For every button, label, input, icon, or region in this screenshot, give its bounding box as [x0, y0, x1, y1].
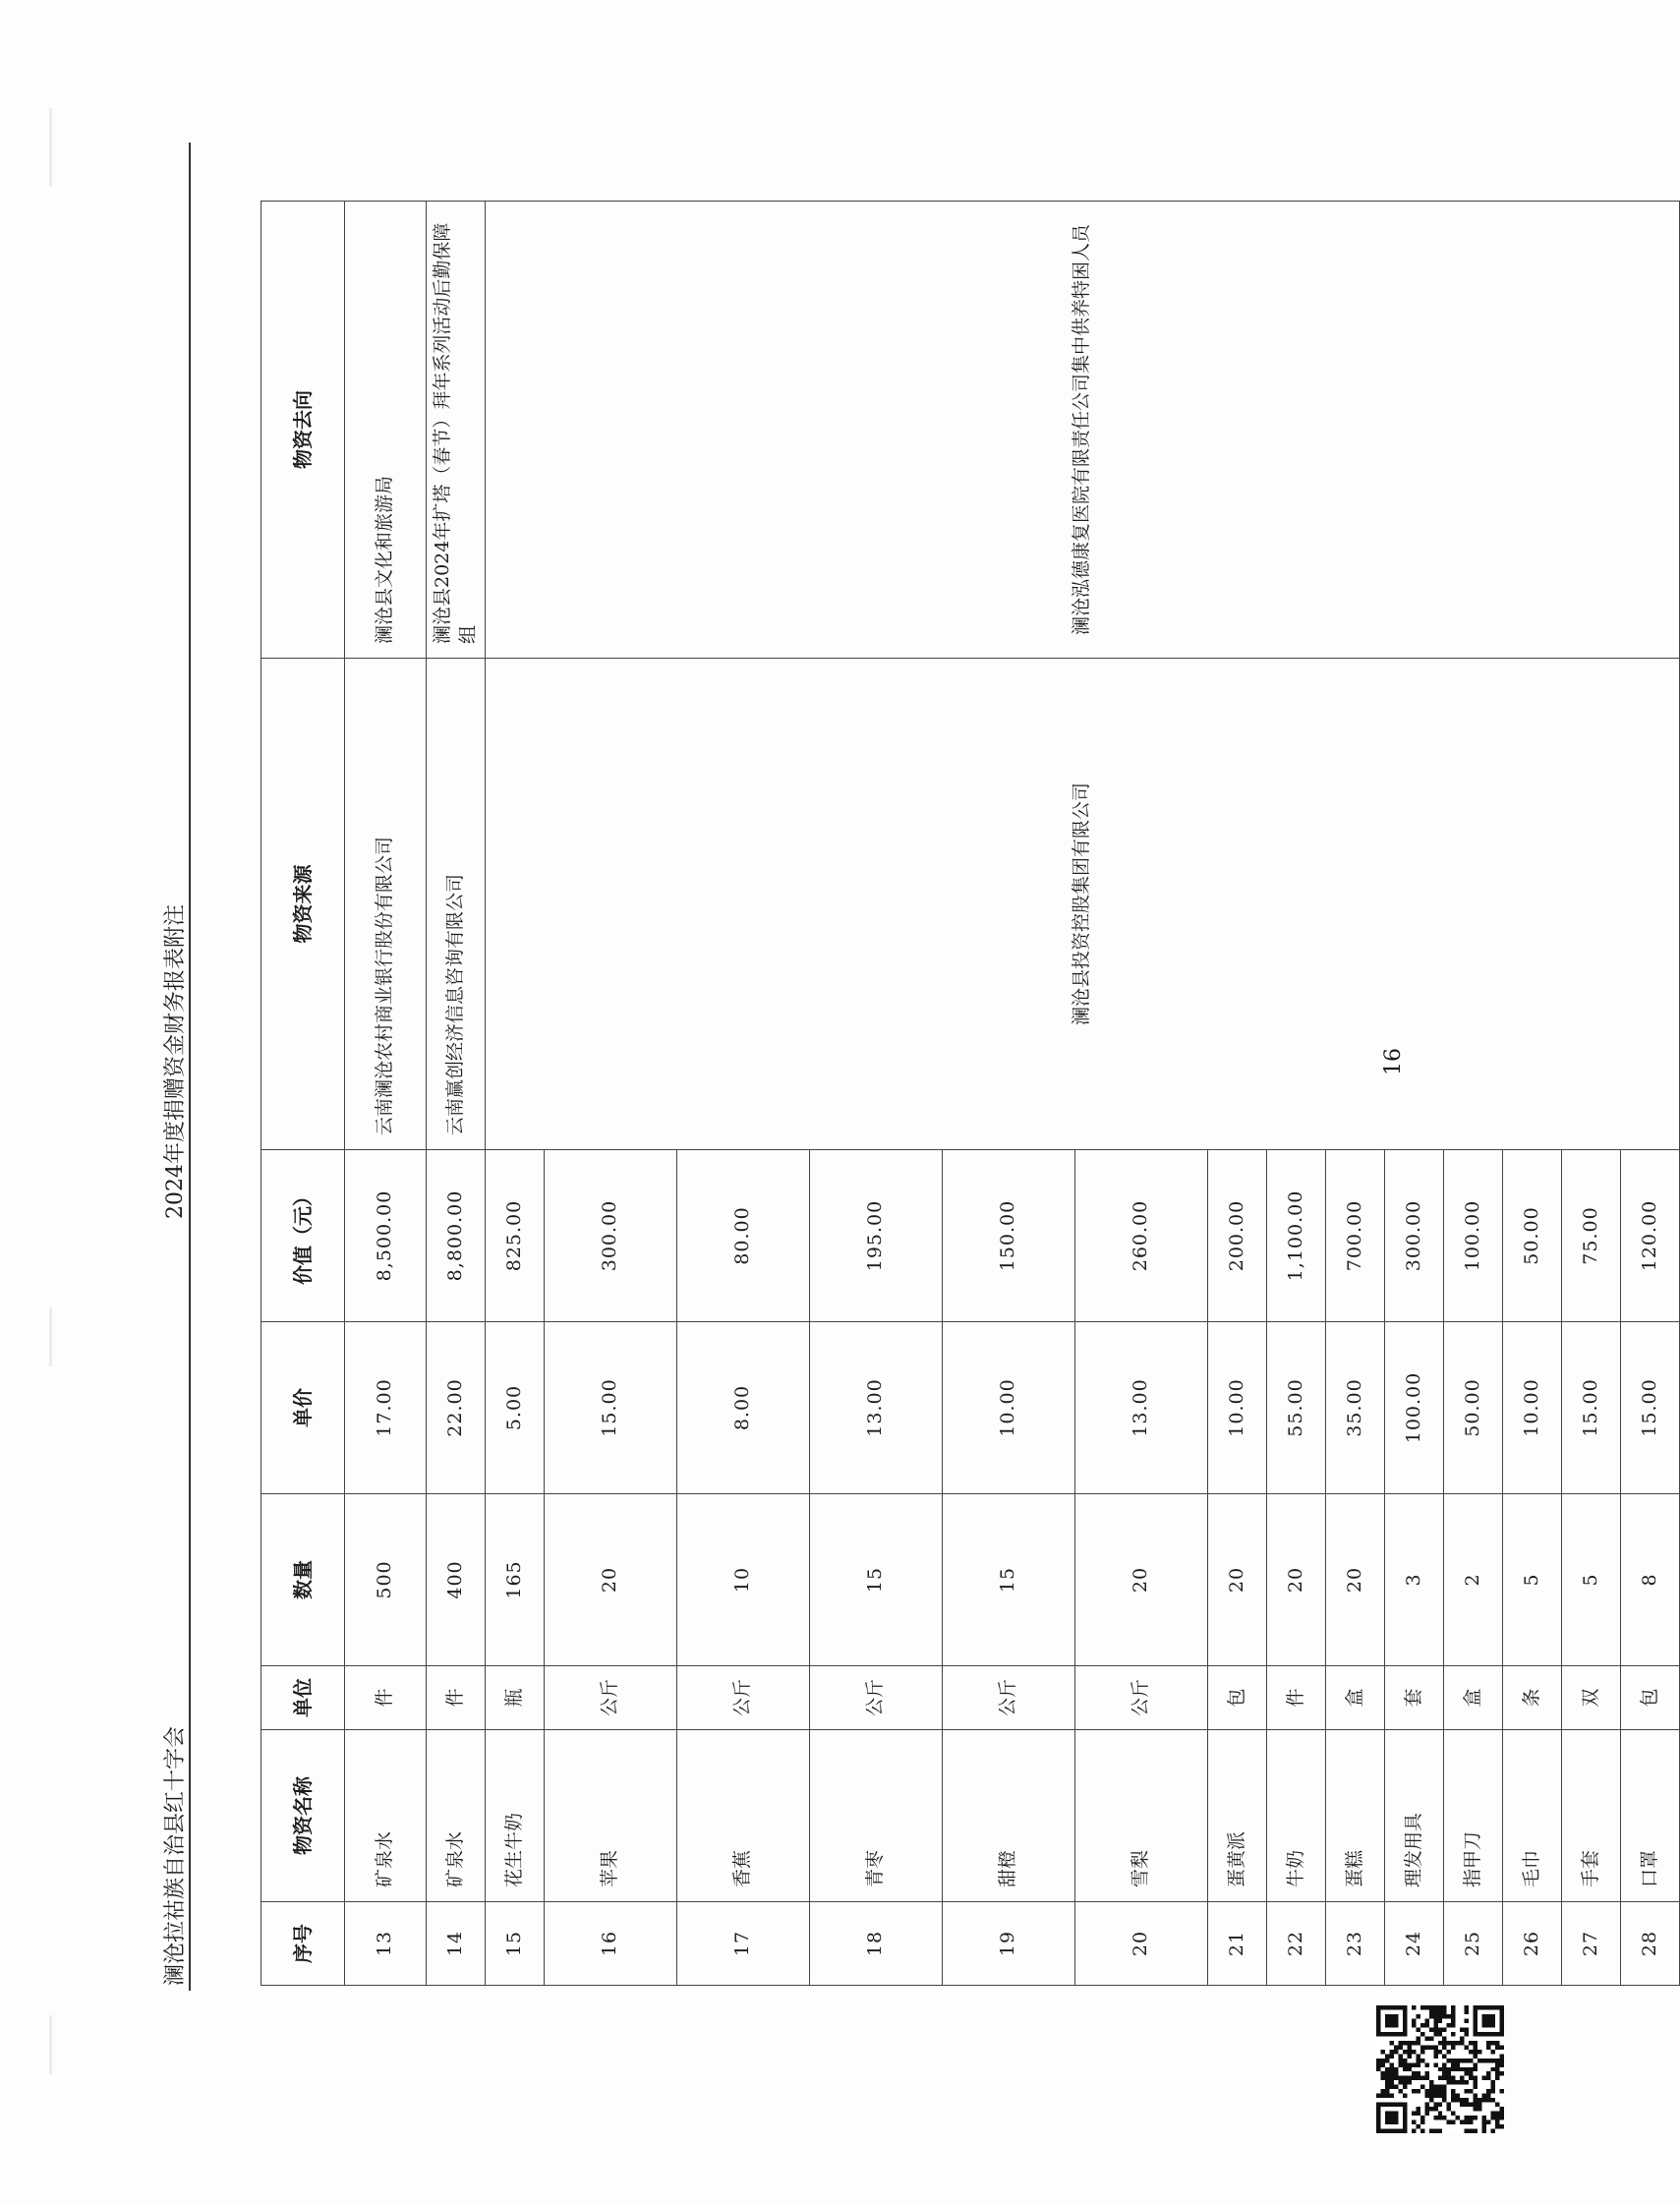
- cell-no: 22: [1267, 1902, 1326, 1986]
- cell-value: 1,100.00: [1267, 1150, 1326, 1322]
- cell-no: 19: [943, 1902, 1075, 1986]
- cell-no: 13: [345, 1902, 427, 1986]
- cell-qty: 2: [1444, 1494, 1503, 1666]
- cell-name: 牛奶: [1267, 1730, 1326, 1902]
- cell-value: 80.00: [677, 1150, 810, 1322]
- org-name: 澜沧拉祜族自治县红十字会: [163, 1725, 188, 1986]
- cell-price: 17.00: [345, 1322, 427, 1494]
- cell-name: 香蕉: [677, 1730, 810, 1902]
- cell-value: 50.00: [1503, 1150, 1562, 1322]
- cell-destination-merged: 澜沧泓德康复医院有限责任公司集中供养特困人员: [486, 202, 1680, 659]
- cell-value: 8,800.00: [427, 1150, 486, 1322]
- cell-name: 口罩: [1621, 1730, 1680, 1902]
- cell-unit: 件: [427, 1666, 486, 1730]
- cell-no: 27: [1562, 1902, 1621, 1986]
- cell-name: 毛巾: [1503, 1730, 1562, 1902]
- cell-qty: 8: [1621, 1494, 1680, 1666]
- cell-qty: 5: [1503, 1494, 1562, 1666]
- cell-price: 50.00: [1444, 1322, 1503, 1494]
- cell-name: 花生牛奶: [486, 1730, 545, 1902]
- report-title: 2024年度捐赠资金财务报表附注: [163, 904, 188, 1219]
- cell-qty: 20: [545, 1494, 677, 1666]
- cell-no: 18: [810, 1902, 943, 1986]
- table-header-row: [261, 202, 345, 1986]
- cell-no: 14: [427, 1902, 486, 1986]
- cell-source: 云南澜沧农村商业银行股份有限公司: [345, 659, 427, 1150]
- cell-unit: 公斤: [1075, 1666, 1208, 1730]
- cell-price: 5.00: [486, 1322, 545, 1494]
- col-header-source: 物资来源: [261, 659, 345, 1150]
- cell-price: 10.00: [1503, 1322, 1562, 1494]
- cell-no: 26: [1503, 1902, 1562, 1986]
- cell-name: 蛋糕: [1326, 1730, 1385, 1902]
- cell-unit: 包: [1621, 1666, 1680, 1730]
- cell-price: 13.00: [1075, 1322, 1208, 1494]
- table-row: [427, 202, 486, 1986]
- cell-no: 15: [486, 1902, 545, 1986]
- cell-value: 260.00: [1075, 1150, 1208, 1322]
- cell-qty: 500: [345, 1494, 427, 1666]
- cell-unit: 双: [1562, 1666, 1621, 1730]
- table-row: [345, 202, 427, 1986]
- cell-no: 16: [545, 1902, 677, 1986]
- cell-price: 13.00: [810, 1322, 943, 1494]
- cell-value: 8,500.00: [345, 1150, 427, 1322]
- cell-source: 云南赢创经济信息咨询有限公司: [427, 659, 486, 1150]
- cell-qty: 20: [1326, 1494, 1385, 1666]
- cell-value: 825.00: [486, 1150, 545, 1322]
- cell-value: 100.00: [1444, 1150, 1503, 1322]
- col-header-no: 序号: [261, 1902, 345, 1986]
- cell-name: 甜橙: [943, 1730, 1075, 1902]
- cell-price: 15.00: [1621, 1322, 1680, 1494]
- cell-unit: 件: [1267, 1666, 1326, 1730]
- cell-unit: 公斤: [810, 1666, 943, 1730]
- cell-qty: 15: [810, 1494, 943, 1666]
- cell-value: 300.00: [1385, 1150, 1444, 1322]
- cell-price: 10.00: [943, 1322, 1075, 1494]
- col-header-destination: 物资去向: [261, 202, 345, 659]
- cell-unit: 套: [1385, 1666, 1444, 1730]
- cell-no: 17: [677, 1902, 810, 1986]
- cell-destination: 澜沧县文化和旅游局: [345, 202, 427, 659]
- cell-unit: 条: [1503, 1666, 1562, 1730]
- table-row: [486, 202, 545, 1986]
- scan-edge-mark: [49, 1307, 52, 1366]
- cell-price: 35.00: [1326, 1322, 1385, 1494]
- cell-value: 150.00: [943, 1150, 1075, 1322]
- cell-qty: 10: [677, 1494, 810, 1666]
- cell-qty: 20: [1208, 1494, 1267, 1666]
- cell-name: 理发用具: [1385, 1730, 1444, 1902]
- cell-name: 矿泉水: [345, 1730, 427, 1902]
- cell-price: 22.00: [427, 1322, 486, 1494]
- cell-name: 蛋黄派: [1208, 1730, 1267, 1902]
- scan-edge-mark: [49, 108, 52, 187]
- cell-destination: 澜沧县2024年扩塔（春节）拜年系列活动后勤保障组: [427, 202, 486, 659]
- cell-unit: 件: [345, 1666, 427, 1730]
- col-header-qty: 数量: [261, 1494, 345, 1666]
- cell-name: 苹果: [545, 1730, 677, 1902]
- cell-qty: 400: [427, 1494, 486, 1666]
- cell-price: 55.00: [1267, 1322, 1326, 1494]
- header-rule: [189, 143, 191, 1991]
- cell-price: 15.00: [545, 1322, 677, 1494]
- donation-items-table: [261, 201, 1680, 1986]
- cell-name: 青枣: [810, 1730, 943, 1902]
- cell-no: 24: [1385, 1902, 1444, 1986]
- cell-price: 8.00: [677, 1322, 810, 1494]
- cell-price: 100.00: [1385, 1322, 1444, 1494]
- cell-price: 15.00: [1562, 1322, 1621, 1494]
- cell-unit: 公斤: [943, 1666, 1075, 1730]
- col-header-price: 单价: [261, 1322, 345, 1494]
- cell-unit: 包: [1208, 1666, 1267, 1730]
- rotated-page: [0, 84, 1660, 2040]
- cell-name: 雪梨: [1075, 1730, 1208, 1902]
- cell-qty: 5: [1562, 1494, 1621, 1666]
- cell-unit: 瓶: [486, 1666, 545, 1730]
- cell-unit: 盒: [1326, 1666, 1385, 1730]
- col-header-value: 价值（元）: [261, 1150, 345, 1322]
- cell-value: 700.00: [1326, 1150, 1385, 1322]
- page-number: 16: [1381, 1048, 1406, 1075]
- cell-no: 21: [1208, 1902, 1267, 1986]
- cell-unit: 公斤: [545, 1666, 677, 1730]
- cell-no: 25: [1444, 1902, 1503, 1986]
- cell-qty: 165: [486, 1494, 545, 1666]
- cell-qty: 3: [1385, 1494, 1444, 1666]
- cell-name: 矿泉水: [427, 1730, 486, 1902]
- cell-no: 23: [1326, 1902, 1385, 1986]
- cell-value: 75.00: [1562, 1150, 1621, 1322]
- cell-value: 120.00: [1621, 1150, 1680, 1322]
- cell-value: 195.00: [810, 1150, 943, 1322]
- col-header-name: 物资名称: [261, 1730, 345, 1902]
- qr-code-icon: [1376, 2005, 1504, 2133]
- col-header-unit: 单位: [261, 1666, 345, 1730]
- cell-source-merged: 澜沧县投资控股集团有限公司: [486, 659, 1680, 1150]
- cell-qty: 15: [943, 1494, 1075, 1666]
- cell-unit: 公斤: [677, 1666, 810, 1730]
- cell-qty: 20: [1267, 1494, 1326, 1666]
- cell-price: 10.00: [1208, 1322, 1267, 1494]
- cell-unit: 盒: [1444, 1666, 1503, 1730]
- cell-qty: 20: [1075, 1494, 1208, 1666]
- cell-no: 20: [1075, 1902, 1208, 1986]
- cell-name: 手套: [1562, 1730, 1621, 1902]
- cell-value: 300.00: [545, 1150, 677, 1322]
- cell-name: 指甲刀: [1444, 1730, 1503, 1902]
- cell-value: 200.00: [1208, 1150, 1267, 1322]
- cell-no: 28: [1621, 1902, 1680, 1986]
- scan-edge-mark: [49, 2015, 52, 2074]
